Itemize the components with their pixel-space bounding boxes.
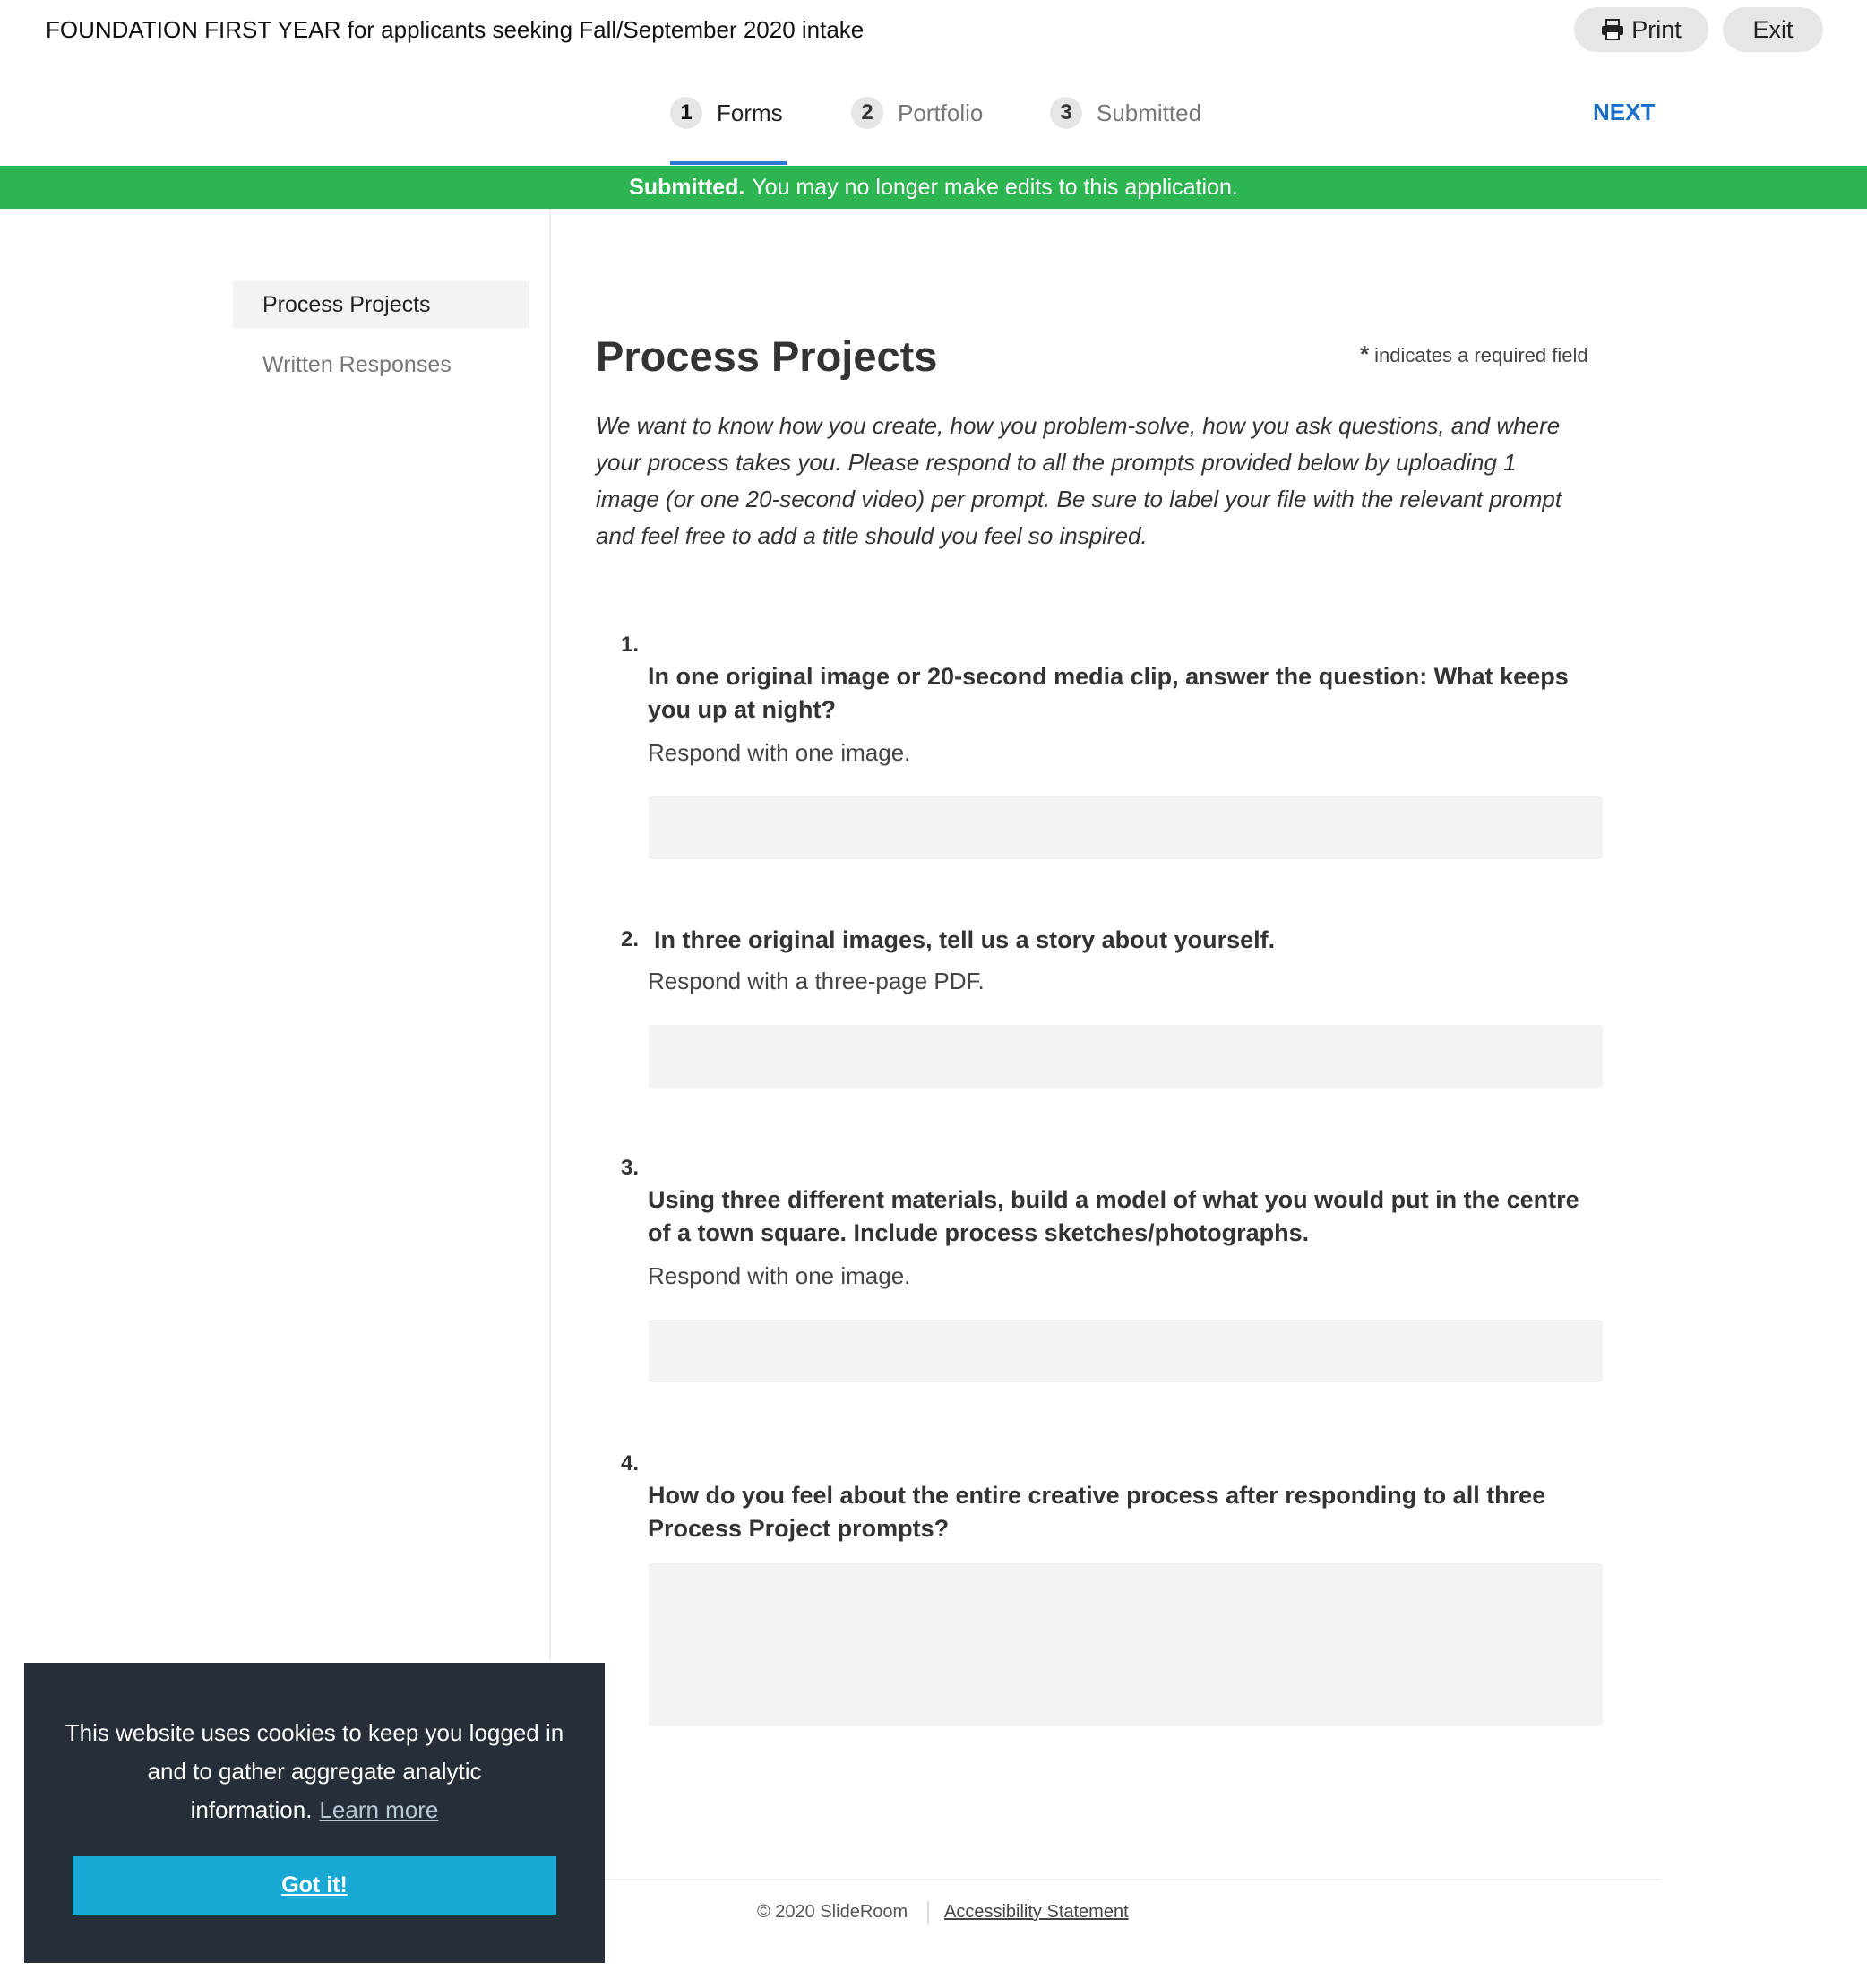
banner-text: You may no longer make edits to this application. xyxy=(752,174,1238,200)
step-number: 1 xyxy=(670,97,702,129)
question-instruction: Respond with a three-page PDF. xyxy=(648,968,985,994)
submitted-banner xyxy=(0,166,1867,209)
intro-text: We want to know how you create, how you problem-solve, how you ask questions, and where your process takes you. Please respond to all the prompts provided below by uploading 1 image (or one 20-second video) per prompt. Be sure to label your file with the relevant prompt and feel free to add a title should you feel so inspired. xyxy=(596,412,1562,549)
question-text: Using three different materials, build a model of what you would put in the centre of a town square. Include process sketches/photographs. xyxy=(648,1186,1579,1246)
footer-separator xyxy=(927,1901,929,1924)
question-number: 4. xyxy=(621,1451,640,1476)
step-number: 2 xyxy=(851,97,883,129)
question-text: How do you feel about the entire creative process after responding to all three Process Project prompts? xyxy=(648,1482,1546,1542)
learn-more-link[interactable]: Learn more xyxy=(319,1796,439,1823)
sidebar-item-process-projects[interactable]: Process Projects xyxy=(233,281,529,328)
copyright: © 2020 SlideRoom xyxy=(757,1902,908,1922)
step-submitted[interactable] xyxy=(1050,97,1201,167)
sidebar-divider xyxy=(549,209,551,1660)
cookie-message xyxy=(60,1714,569,1829)
answer-field-2[interactable] xyxy=(649,1025,1603,1088)
question-text: In three original images, tell us a story about yourself. xyxy=(654,926,1276,953)
required-field-note xyxy=(1360,340,1588,368)
step-forms[interactable] xyxy=(670,97,783,167)
answer-field-3[interactable] xyxy=(649,1320,1603,1382)
answer-field-4[interactable] xyxy=(649,1563,1603,1726)
question-number: 2. xyxy=(621,927,640,951)
app-title: FOUNDATION FIRST YEAR for applicants seeking Fall/September 2020 intake xyxy=(46,16,865,43)
required-star: * xyxy=(1360,340,1370,367)
print-button[interactable] xyxy=(1574,7,1708,52)
question-instruction: Respond with one image. xyxy=(648,1262,911,1289)
question-text: In one original image or 20-second media clip, answer the question: What keeps you up at night? xyxy=(648,663,1569,723)
exit-button[interactable]: Exit xyxy=(1723,7,1823,52)
step-number: 3 xyxy=(1050,97,1082,129)
step-label: Submitted xyxy=(1097,99,1202,126)
step-navigation xyxy=(0,90,1867,167)
cookie-consent-banner xyxy=(24,1663,605,1963)
next-button[interactable]: NEXT xyxy=(1593,99,1656,125)
page-title: Process Projects xyxy=(596,332,938,380)
step-label: Forms xyxy=(717,99,783,126)
step-label: Portfolio xyxy=(898,99,984,126)
step-portfolio[interactable] xyxy=(851,97,983,167)
active-step-indicator xyxy=(670,161,787,165)
cookie-text: This website uses cookies to keep you logged in and to gather aggregate analytic information. xyxy=(65,1719,564,1823)
answer-field-1[interactable] xyxy=(649,796,1603,859)
printer-icon xyxy=(1601,19,1624,40)
banner-status: Submitted. xyxy=(629,174,745,200)
accessibility-statement-link[interactable]: Accessibility Statement xyxy=(944,1902,1129,1922)
print-label: Print xyxy=(1631,15,1682,43)
footer-divider xyxy=(600,1879,1661,1880)
required-note-text: indicates a required field xyxy=(1374,344,1588,366)
question-instruction: Respond with one image. xyxy=(648,739,911,766)
sidebar-item-written-responses[interactable]: Written Responses xyxy=(262,351,452,377)
got-it-button[interactable]: Got it! xyxy=(73,1856,556,1915)
question-number: 3. xyxy=(621,1156,640,1180)
question-number: 1. xyxy=(621,633,640,657)
